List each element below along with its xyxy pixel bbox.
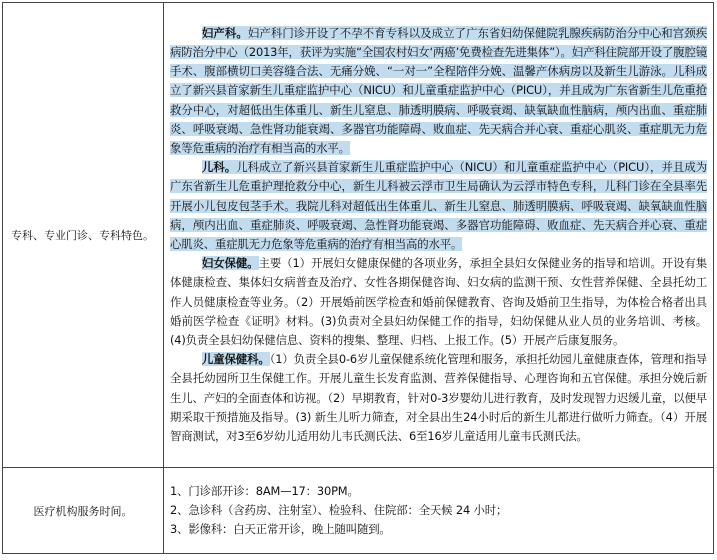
- section-child-health: [170, 350, 707, 446]
- service-line: 3、影像科：白天正常开诊，晚上随叫随到。: [170, 522, 391, 537]
- section-title: 儿童保健科。: [201, 352, 270, 367]
- section-women-health: [170, 254, 707, 350]
- section-pediatrics: [170, 158, 707, 254]
- section-title: 儿科。: [201, 160, 237, 175]
- service-time-label: 医疗机构服务时间。: [3, 468, 164, 554]
- specialty-content: [164, 3, 714, 468]
- section-title: 妇产科。: [201, 25, 248, 40]
- document-sheet: [2, 2, 714, 556]
- section-text: 主要（1）开展妇女健康保健的各项业务，承担全县妇女保健业务的指导和培训。开设有集体健康检查、集体妇女病普查及治疗、女性各期保健咨询、妇女病的监测干预、女性营养保健、全县托幼工作人员健康检查等业务。（2）开展婚前医学检查和婚前保健教育、咨询及婚前卫生指导，为体检合格者出具婚前医学检查《证明》材料。(3)负责对全县妇幼保健工作的指导，妇幼保健从业人员的业务培训、考核。(4)负责全县妇幼保健信息、资料的搜集、整理、归档、上报工作。(5）开展产后康复服务。: [170, 256, 707, 348]
- section-obstetrics: [170, 24, 707, 158]
- specialty-label: 专科、专业门诊、专科特色。: [3, 3, 164, 468]
- section-text: 儿科成立了新兴县首家新生儿重症监护中心（NICU）和儿童重症监护中心（PICU），并且成为广东省新生儿危重护理抢救分中心，新生儿科被云浮市卫生局确认为云浮市特色专科，儿科门诊在全县率先开展小儿包皮包茎手术。我院儿科对超低出生体重儿、新生儿窒息、肺透明膜病、呼吸衰竭、缺氧缺血性脑病，颅内出血、重症肺炎、呼吸衰竭、急性肾功能衰竭、多器官功能障碍、败血症、先天病合并心衰、重症心肌炎、重症肌无力危象等危重病的治疗有相当高的水平。: [170, 160, 707, 251]
- info-table: [2, 2, 714, 554]
- service-time-content: [164, 468, 714, 554]
- section-text: 妇产科门诊开设了不孕不育专科以及成立了广东省妇幼保健院乳腺疾病防治分中心和宫颈疾病防治分中心（2013年，获评为实施“全国农村妇女‘两癌’免费检查先进集体”）。妇产科住院部开设了腹腔镜手术、腹部横切口美容缝合法、无痛分娩、“一对一”全程陪伴分娩、温馨产休病房以及新生儿游泳。儿科成立了新兴县首家新生儿重症监护中心（NICU）和儿童重症监护中心（PICU），并且成为广东省新生儿危重抢救分中心，对超低出生体重儿、新生儿窒息、肺透明膜病、呼吸衰竭、缺氧缺血性脑病，颅内出血、重症肺炎、呼吸衰竭、急性肾功能衰竭、多器官功能障碍、败血症、先天病合并心衰、重症心肌炎、重症肌无力危象等危重病的治疗有相当高的水平。: [170, 25, 707, 155]
- service-line: 2、急诊科（含药房、注射室）、检验科、住院部：全天候 24 小时；: [170, 502, 508, 517]
- specialty-row: [3, 3, 714, 468]
- section-title: 妇女保健。: [201, 256, 259, 271]
- section-text: （1）负责全县0-6岁儿童保健系统化管理和服务，承担托幼园儿童健康查体，管理和指导全县托幼园所卫生保健工作。开展儿童生长发育监测、营养保健指导、心理咨询和五官保健。承担分娩后新生儿、产妇的全面查体和访视。（2）早期教育，针对0-3岁婴幼儿进行教育，及时发现智力迟缓儿童，以便早期采取干预措施及指导。(3) 新生儿听力筛查，对全县出生24小时后的新生儿都进行做听力筛查。（4）开展智商测试，对3至6岁幼儿适用幼儿韦氏测氏法、6至16岁儿童适用儿童韦氏测氏法。: [170, 352, 707, 444]
- service-line: 1、门诊部开诊：8AM—17：30PM。: [170, 483, 359, 498]
- service-time-row: [3, 468, 714, 554]
